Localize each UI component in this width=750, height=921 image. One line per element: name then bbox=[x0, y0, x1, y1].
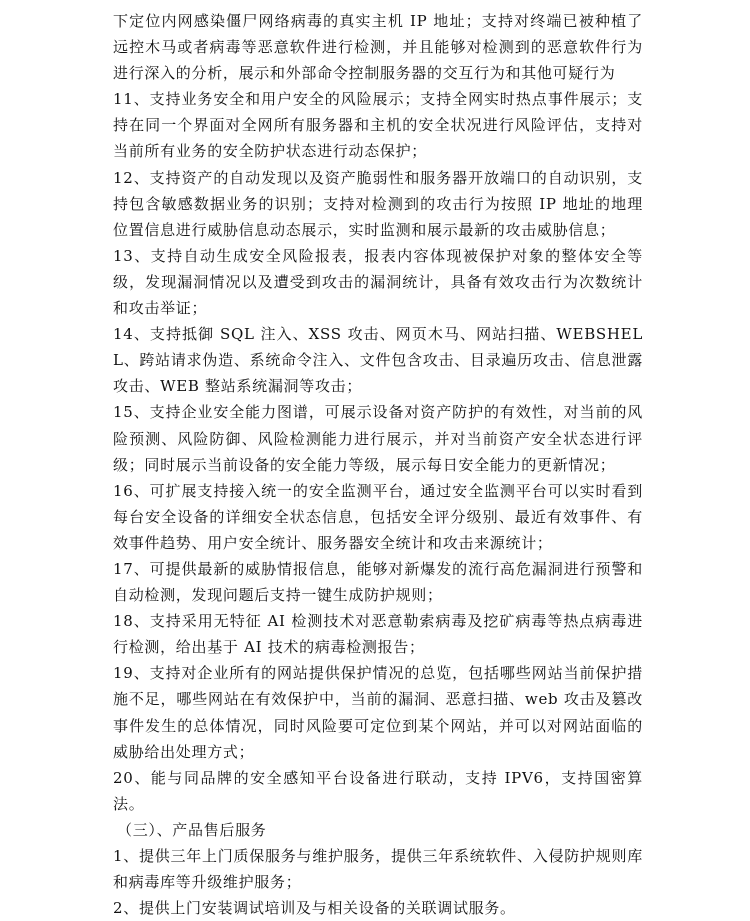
paragraph-item-16: 16、可扩展支持接入统一的安全监测平台，通过安全监测平台可以实时看到每台安全设备的详细安全状态信息，包括安全评分级别、最近有效事件、有效事件趋势、用户安全统计、服务器安全统计和攻击来源统计； bbox=[113, 481, 643, 552]
document-body bbox=[113, 8, 643, 921]
paragraph-item-15: 15、支持企业安全能力图谱，可展示设备对资产防护的有效性，对当前的风险预测、风险防御、风险检测能力进行展示，并对当前资产安全状态进行评级；同时展示当前设备的安全能力等级，展示每日安全能力的更新情况； bbox=[113, 403, 643, 474]
paragraph-continuation: 下定位内网感染僵尸网络病毒的真实主机 IP 地址；支持对终端已被种植了远控木马或者病毒等恶意软件进行检测，并且能够对检测到的恶意软件行为进行深入的分析，展示和外部命令控制服务器的交互行为和其他可疑行为 bbox=[113, 12, 643, 83]
paragraph-item-17: 17、可提供最新的威胁情报信息，能够对新爆发的流行高危漏洞进行预警和自动检测，发现问题后支持一键生成防护规则； bbox=[113, 559, 643, 605]
after-sales-item-2: 2、提供上门安装调试培训及与相关设备的关联调试服务。 bbox=[113, 899, 516, 918]
paragraph-item-19: 19、支持对企业所有的网站提供保护情况的总览，包括哪些网站当前保护措施不足，哪些网站在有效保护中，当前的漏洞、恶意扫描、web 攻击及篡改事件发生的总体情况，同时风险要可定位到某个网站，并可以对网站面临的威胁给出处理方式； bbox=[113, 664, 643, 761]
paragraph-item-12: 12、支持资产的自动发现以及资产脆弱性和服务器开放端口的自动识别，支持包含敏感数据业务的识别；支持对检测到的攻击行为按照 IP 地址的地理位置信息进行威胁信息动态展示，实时监测和展示最新的攻击威胁信息； bbox=[113, 168, 643, 239]
after-sales-item-1: 1、提供三年上门质保服务与维护服务，提供三年系统软件、入侵防护规则库和病毒库等升级维护服务； bbox=[113, 847, 643, 892]
paragraph-item-14: 14、支持抵御 SQL 注入、XSS 攻击、网页木马、网站扫描、WEBSHELL、跨站请求伪造、系统命令注入、文件包含攻击、目录遍历攻击、信息泄露攻击、WEB 整站系统漏洞等攻击； bbox=[113, 325, 643, 396]
paragraph-item-18: 18、支持采用无特征 AI 检测技术对恶意勒索病毒及挖矿病毒等热点病毒进行检测，给出基于 AI 技术的病毒检测报告； bbox=[113, 612, 643, 657]
paragraph-item-13: 13、支持自动生成安全风险报表，报表内容体现被保护对象的整体安全等级，发现漏洞情况以及遭受到攻击的漏洞统计，具备有效攻击行为次数统计和攻击举证； bbox=[113, 246, 643, 318]
paragraph-item-20: 20、能与同品牌的安全感知平台设备进行联动，支持 IPV6，支持国密算法。 bbox=[113, 768, 643, 813]
paragraph-item-11: 11、支持业务安全和用户安全的风险展示；支持全网实时热点事件展示；支持在同一个界面对全网所有服务器和主机的安全状况进行风险评估，支持对当前所有业务的安全防护状态进行动态保护； bbox=[113, 90, 643, 161]
section-heading: （三）、产品售后服务 bbox=[117, 820, 267, 839]
